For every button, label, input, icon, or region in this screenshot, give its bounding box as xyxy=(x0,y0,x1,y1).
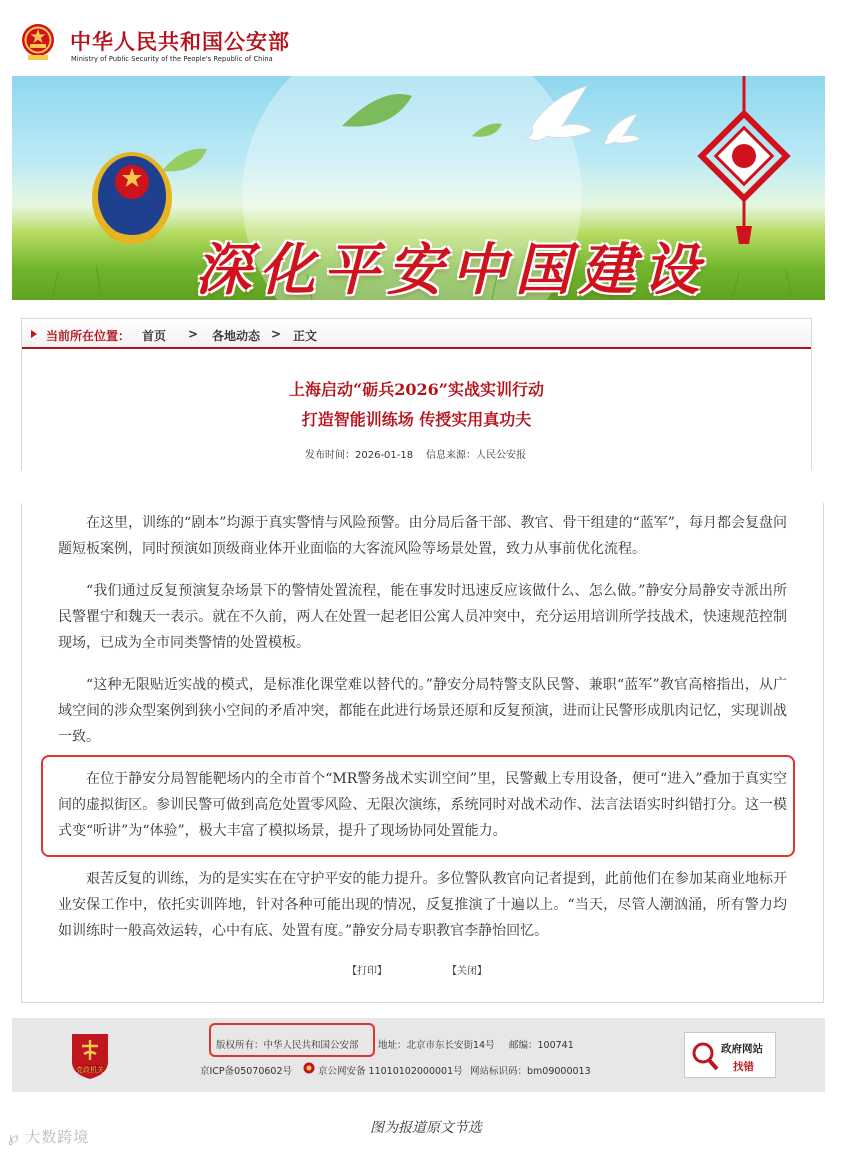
security-record[interactable]: 京公网安备 11010102000001号 xyxy=(318,1066,463,1077)
site-title[interactable]: 中华人民共和国公安部 xyxy=(70,30,290,54)
breadcrumb-label: 当前所在位置： xyxy=(46,329,131,343)
watermark-text: 大数跨境 xyxy=(25,1128,90,1146)
site-header xyxy=(0,0,852,72)
badge-text: 党政机关 xyxy=(76,1066,104,1074)
triangle-bullet-icon xyxy=(31,330,37,338)
article-paragraph: “这种无限贴近实战的模式，是标准化课堂难以替代的。”静安分局特警支队民警、兼职“蓝军”教官高榕指出，从广域空间的涉众型案例到狭小空间的矛盾冲突，都能在此进行场景还原和反复预演，进而让民警形成肌肉记忆，实现训战一致。 xyxy=(58,677,787,745)
site-footer xyxy=(12,1018,825,1092)
copyright-text: 版权所有：中华人民共和国公安部 xyxy=(216,1040,359,1051)
breadcrumb-local-news[interactable]: 各地动态 xyxy=(212,329,261,343)
gov-site-error-report-button[interactable] xyxy=(684,1032,776,1078)
error-report-label: 找错 xyxy=(733,1061,754,1073)
breadcrumb-separator: > xyxy=(271,327,282,341)
site-title-english: Ministry of Public Security of the People's Republic of China xyxy=(71,55,273,63)
breadcrumb-current: 正文 xyxy=(293,329,318,343)
police-badge-icon xyxy=(92,152,172,244)
watermark-logo-icon: ℘ xyxy=(8,1128,26,1146)
article-paragraph: “我们通过反复预演复杂场景下的警情处置流程，能在事发时迅速反应该做什么、怎么做。”静安分局静安寺派出所民警瞿宁和魏天一表示。就在不久前，两人在处置一起老旧公寓人员冲突中，充分运用培训所学技战术，快速规范控制现场，已成为全市同类警情的处置模板。 xyxy=(58,583,787,651)
breadcrumb xyxy=(22,319,811,349)
chinese-knot-icon xyxy=(702,76,787,244)
article-header-box xyxy=(21,318,812,470)
highlight-annotation-box xyxy=(41,755,795,857)
article-paragraph-highlighted: 在位于静安分局智能靶场内的全市首个“MR警务战术实训空间”里，民警戴上专用设备，便可“进入”叠加于真实空间的虚拟街区。参训民警可做到高危处置零风险、无限次演练，系统同时对战术动作、法言法语实时纠错打分。这一模式变“听讲”为“体验”，极大丰富了模拟场景，提升了现场协同处置能力。 xyxy=(58,771,787,839)
icp-record[interactable]: 京ICP备05070602号 xyxy=(200,1066,293,1077)
article-paragraph: 艰苦反复的训练，为的是实实在在守护平安的能力提升。多位警队教官向记者提到，此前他们在参加某商业地标开业安保工作中，依托实训阵地，针对各种可能出现的情况，反复推演了十遍以上。“当天，尽管人潮汹涌，所有警力均如训练时一般高效运转，心中有底、处置有度。”静安分局专职教官李静怡回忆。 xyxy=(58,871,787,939)
article-title-line-1: 上海启动“砺兵2026”实战实训行动 xyxy=(289,380,544,399)
site-identifier: 网站标识码：bm09000013 xyxy=(470,1066,591,1077)
info-source: 信息来源：人民公安报 xyxy=(426,450,526,461)
article-title-line-2: 打造智能训练场 传授实用真功夫 xyxy=(301,410,532,429)
postcode-text: 邮编：100741 xyxy=(509,1040,574,1051)
gov-site-label: 政府网站 xyxy=(721,1043,763,1055)
watermark xyxy=(8,1126,89,1147)
close-link[interactable]: 【关闭】 xyxy=(447,966,487,977)
banner-slogan: 深化平安中国建设 xyxy=(195,237,707,300)
magnifier-icon xyxy=(691,1041,719,1071)
highlight-annotation-box xyxy=(209,1023,375,1057)
address-text: 地址：北京市东长安街14号 xyxy=(378,1040,495,1051)
publish-time: 发布时间：2026-01-18 xyxy=(305,450,414,461)
image-caption: 图为报道原文节选 xyxy=(370,1120,482,1136)
breadcrumb-home[interactable]: 首页 xyxy=(142,329,167,343)
article-paragraph: 在这里，训练的“剧本”均源于真实警情与风险预警。由分局后备干部、教官、骨干组建的“蓝军”，每月都会复盘问题短板案例，同时预演如顶级商业体开业面临的大客流风险等场景处置，致力从事前优化流程。 xyxy=(58,515,787,557)
breadcrumb-separator: > xyxy=(188,327,199,341)
print-link[interactable]: 【打印】 xyxy=(347,966,387,977)
police-emblem-icon xyxy=(303,1062,315,1074)
banner xyxy=(12,76,825,300)
national-emblem-icon xyxy=(20,22,56,62)
